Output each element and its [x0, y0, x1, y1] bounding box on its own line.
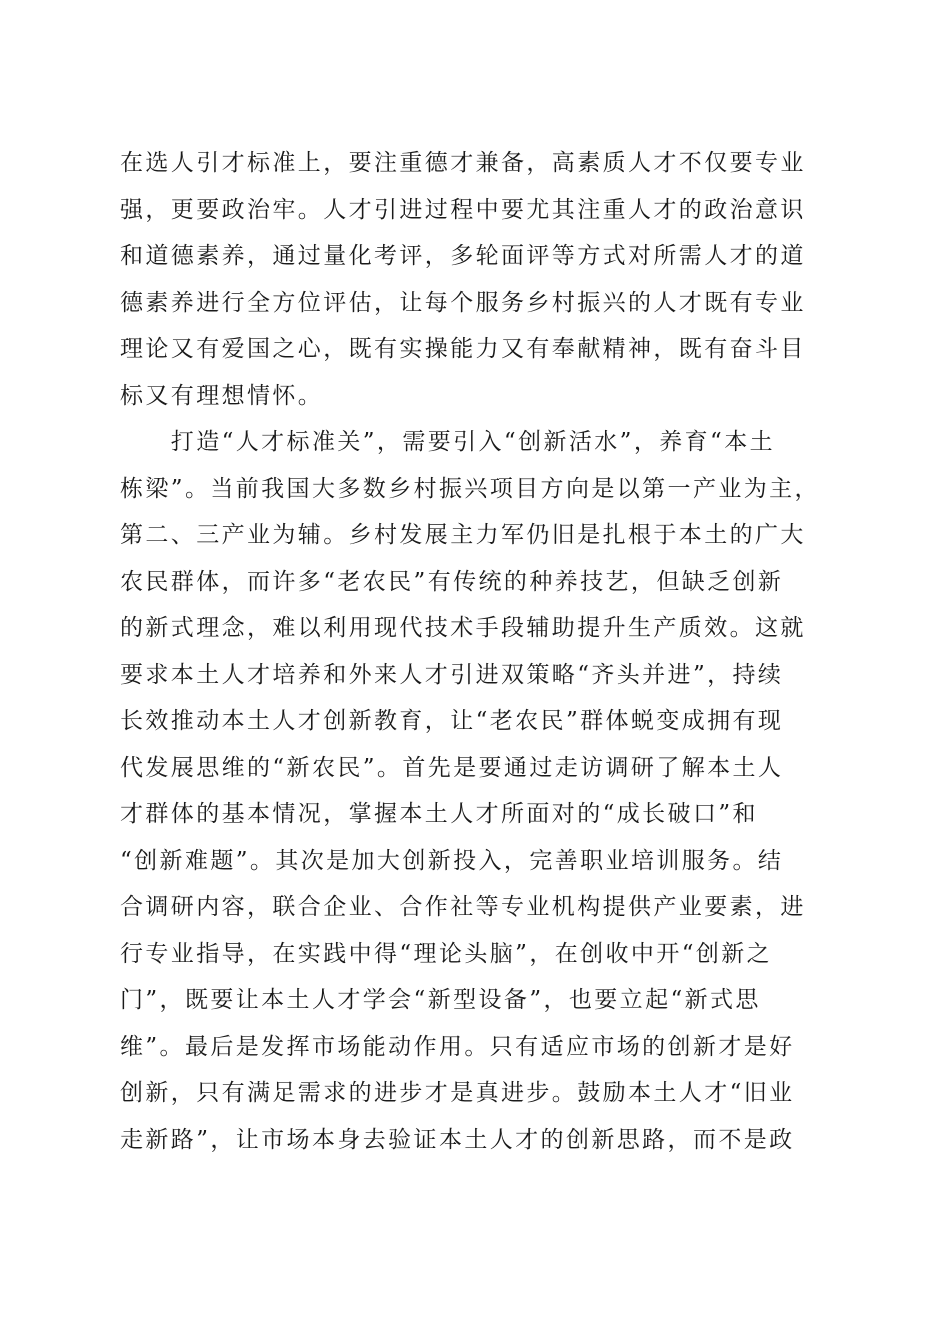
body-text [120, 140, 840, 1163]
text-line: 合调研内容，联合企业、合作社等专业机构提供产业要素，进 [120, 894, 806, 920]
text-line: 才群体的基本情况，掌握本土人才所面对的“成长破口”和 [120, 801, 758, 827]
text-line: 代发展思维的“新农民”。首先是要通过走访调研了解本土人 [120, 754, 784, 781]
text-line: 的新式理念，难以利用现代技术手段辅助提升生产质效。这就 [120, 615, 806, 641]
text-line: 打造“人才标准关”，需要引入“创新活水”，养育“本土 [120, 429, 775, 455]
text-line: 德素养进行全方位评估，让每个服务乡村振兴的人才既有专业 [120, 289, 806, 316]
text-line: 走新路”，让市场本身去验证本土人才的创新思路，而不是政 [120, 1126, 795, 1153]
text-line: 在选人引才标准上，要注重德才兼备，高素质人才不仅要专业 [120, 150, 806, 176]
text-line: “创新难题”。其次是加大创新投入，完善职业培训服务。结 [120, 847, 784, 874]
text-line: 长效推动本土人才创新教育，让“老农民”群体蜕变成拥有现 [120, 708, 784, 734]
text-line: 理论又有爱国之心，既有实操能力又有奉献精神，既有奋斗目 [120, 336, 806, 362]
text-line: 第二、三产业为辅。乡村发展主力军仍旧是扎根于本土的广大 [120, 522, 806, 548]
text-line: 行专业指导，在实践中得“理论头脑”，在创收中开“创新之 [120, 940, 773, 967]
text-line: 栋梁”。当前我国大多数乡村振兴项目方向是以第一产业为主， [120, 475, 820, 502]
text-line: 和道德素养，通过量化考评，多轮面评等方式对所需人才的道 [120, 243, 806, 269]
text-line: 门”，既要让本土人才学会“新型设备”，也要立起“新式思 [120, 987, 761, 1013]
text-line: 维”。最后是发挥市场能动作用。只有适应市场的创新才是好 [120, 1033, 795, 1060]
text-line: 标又有理想情怀。 [120, 382, 324, 409]
text-line: 农民群体，而许多“老农民”有传统的种养技艺，但缺乏创新 [120, 568, 784, 595]
text-line: 强，更要政治牢。人才引进过程中要尤其注重人才的政治意识 [120, 196, 806, 223]
text-line: 要求本土人才培养和外来人才引进双策略“齐头并进”，持续 [120, 661, 784, 688]
text-line: 创新，只有满足需求的进步才是真进步。鼓励本土人才“旧业 [120, 1080, 795, 1106]
